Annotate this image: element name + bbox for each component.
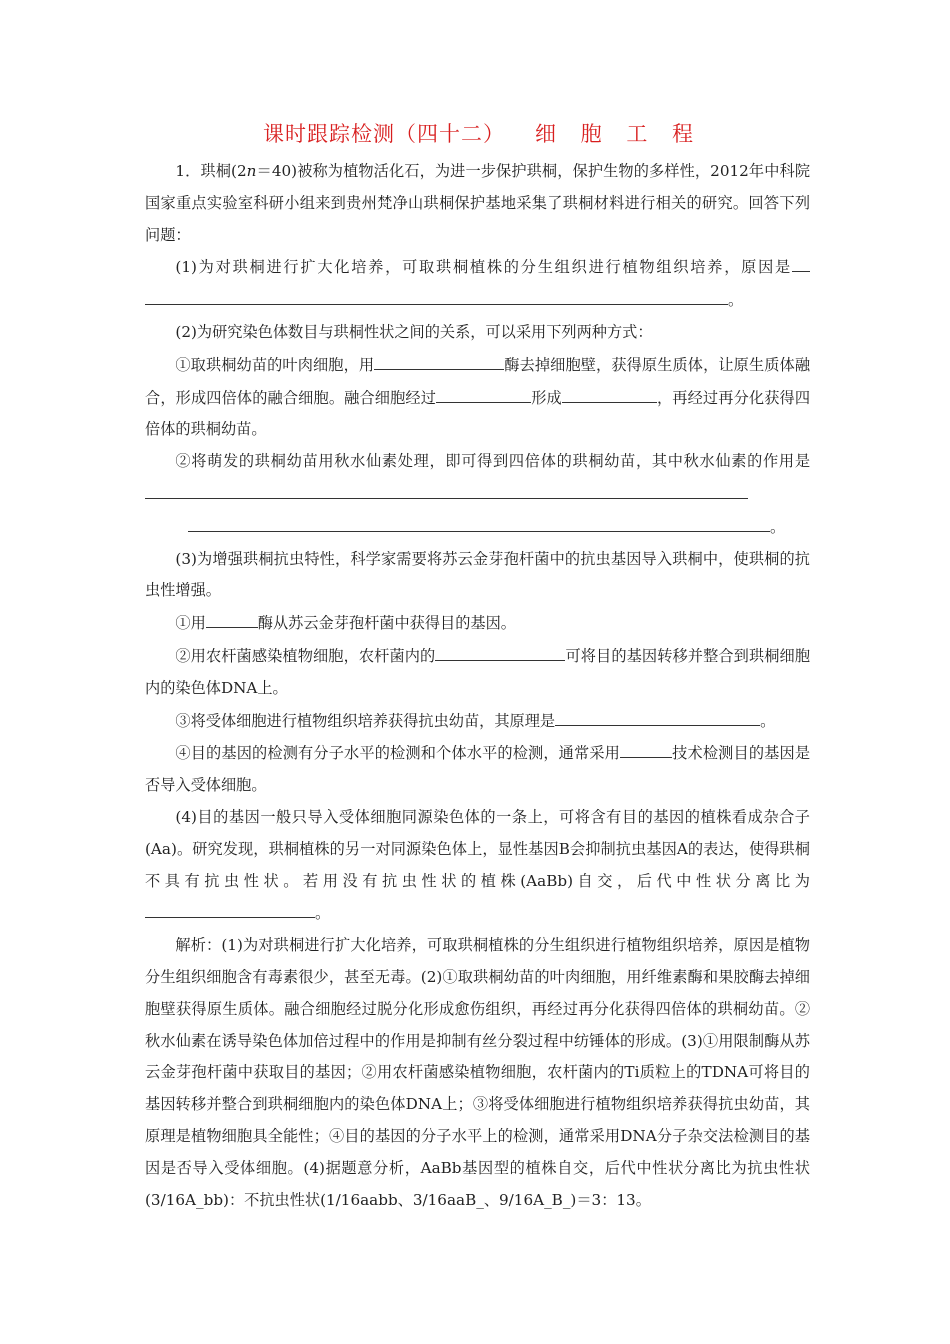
answer-blank[interactable]: [145, 478, 748, 499]
answer-blank[interactable]: [792, 251, 810, 272]
title-main: 课时跟踪检测（四十二）: [262, 122, 505, 146]
answer-explanation: 解析：(1)为对珙桐进行扩大化培养，可取珙桐植株的分生组织进行植物组织培养，原因是植物分生组织细胞含有毒素很少，甚至无毒。(2)①取珙桐幼苗的叶肉细胞，用纤维素酶和果胶酶去掉细胞壁获得原生质体。融合细胞经过脱分化形成愈伤组织，再经过再分化获得四倍体的珙桐幼苗。②秋水仙素在诱导染色体加倍过程中的作用是抑制有丝分裂过程中纺锤体的形成。(3)①用限制酶从苏云金芽孢杆菌中获取目的基因；②用农杆菌感染植物细胞，农杆菌内的Ti质粒上的TDNA可将目的基因转移并整合到珙桐细胞内的染色体DNA上；③将受体细胞进行植物组织培养获得抗虫幼苗，其原理是植物细胞具全能性；④目的基因的分子水平上的检测，通常采用DNA分子杂交法检测目的基因是否导入受体细胞。(4)据题意分析，AaBb基因型的植株自交，后代中性状分离比为抗虫性状(3/16A_bb)：不抗虫性状(1/16aabb、3/16aaB_、9/16A_B_)＝3：13。: [145, 936, 810, 1209]
answer-blank[interactable]: [206, 607, 258, 628]
answer-blank[interactable]: [188, 511, 770, 532]
part-1: (1)为对珙桐进行扩大化培养，可取珙桐植株的分生组织进行植物组织培养，原因是。: [145, 251, 810, 317]
answer-blank[interactable]: [555, 705, 760, 726]
answer-blank[interactable]: [562, 382, 657, 403]
variable-n: n: [246, 162, 257, 180]
answer-blank[interactable]: [436, 382, 531, 403]
answer-blank[interactable]: [145, 284, 728, 305]
answer-blank[interactable]: [435, 640, 565, 661]
answer-blank[interactable]: [145, 897, 315, 918]
answer-blank[interactable]: [620, 737, 672, 758]
answer-blank[interactable]: [374, 349, 504, 370]
part-2: (2)为研究染色体数目与珙桐性状之间的关系，可以采用下列两种方式：: [175, 322, 653, 341]
part-3-item-4: ④目的基因的检测有分子水平的检测和个体水平的检测，通常采用 技术检测目的基因是否导入受体细胞。: [145, 737, 810, 802]
title-topic: 细 胞 工 程: [534, 122, 703, 146]
part-3-item-3: ③将受体细胞进行植物组织培养获得抗虫幼苗，其原理是 。: [145, 705, 810, 738]
part-3: (3)为增强珙桐抗虫特性，科学家需要将苏云金芽孢杆菌中的抗虫基因导入珙桐中，使珙桐的抗虫性增强。: [145, 549, 810, 600]
part-3-item-2: ②用农杆菌感染植物细胞，农杆菌内的 可将目的基因转移并整合到珙桐细胞内的染色体DNA上。: [145, 640, 810, 705]
part-3-item-1: ①用 酶从苏云金芽孢杆菌中获得目的基因。: [145, 607, 810, 640]
part-4: (4)目的基因一般只导入受体细胞同源染色体的一条上，可将含有目的基因的植株看成杂合子(Aa)。研究发现，珙桐植株的另一对同源染色体上，显性基因B会抑制抗虫基因A的表达，使得珙桐不具有抗虫性状。若用没有抗虫性状的植株(AaBb)自交，后代中性状分离比为。: [145, 807, 810, 923]
question-intro: 1．珙桐(2n＝40)被称为植物活化石，为进一步保护珙桐，保护生物的多样性，2012年中科院国家重点实验室科研小组来到贵州梵净山珙桐保护基地采集了珙桐材料进行相关的研究。回答下列问题：: [145, 162, 811, 244]
worksheet-page: [145, 118, 810, 1216]
page-title: [155, 118, 810, 150]
part-2-item-1: ①取珙桐幼苗的叶肉细胞，用 酶去掉细胞壁，获得原生质体，让原生质体融合，形成四倍体的融合细胞。融合细胞经过 形成 ，再经过再分化获得四倍体的珙桐幼苗。: [145, 349, 810, 446]
part-2-item-2: ②将萌发的珙桐幼苗用秋水仙素处理，即可得到四倍体的珙桐幼苗，其中秋水仙素的作用是。: [145, 446, 810, 543]
question-number: 1．: [175, 162, 201, 180]
